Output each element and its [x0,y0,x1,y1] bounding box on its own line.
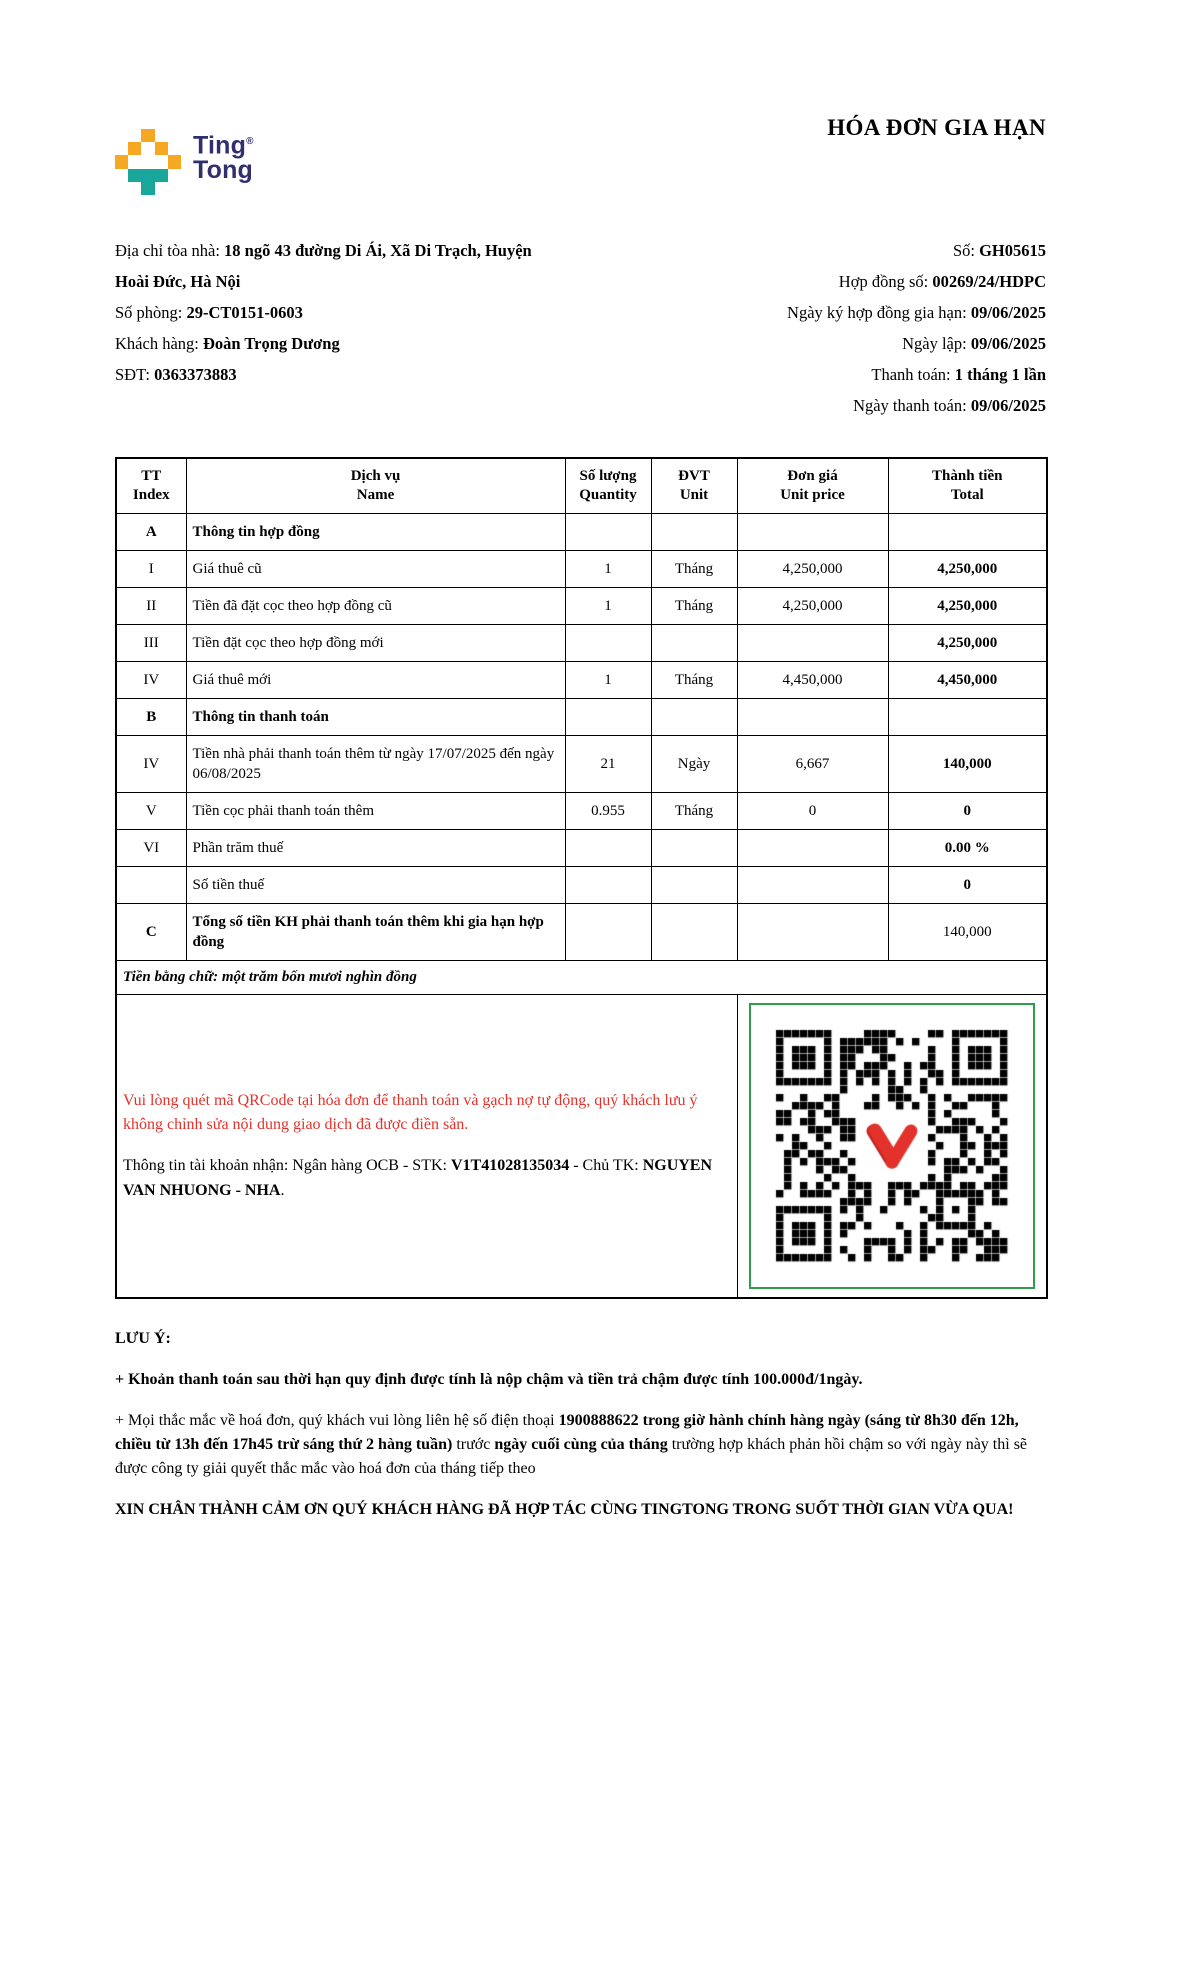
customer-info-block [115,235,560,421]
text-segment: trường hợp khách phản hồi chậm so với ngày này thì sẽ được công ty giải quyết thắc mắc vào hoá đơn của tháng tiếp theo [115,1436,1028,1477]
column-header-vi: Thành tiền [932,468,1003,484]
cell-index [116,867,186,904]
cell-price [737,699,888,736]
cell-price [737,830,888,867]
text-segment: . [280,1182,285,1199]
info-value: 09/06/2025 [970,334,1046,353]
cell-total [888,514,1047,551]
text-segment: V1T41028135034 [450,1157,570,1174]
table-row [116,588,1047,625]
cell-price: 4,450,000 [737,662,888,699]
cell-unit: Ngày [651,736,737,793]
cell-total: 0.00 % [888,830,1047,867]
invoice-page [115,0,1046,1522]
cell-name: Phần trăm thuế [186,830,565,867]
invoice-table [115,457,1048,1299]
table-row [116,867,1047,904]
cell-qty [565,625,651,662]
cell-total: 140,000 [888,904,1047,961]
info-label: Ngày lập: [902,334,971,353]
closing-thanks: XIN CHÂN THÀNH CẢM ƠN QUÝ KHÁCH HÀNG ĐÃ HỢP TÁC CÙNG TINGTONG TRONG SUỐT THỜI GIAN VỪA QUA! [115,1501,1014,1518]
cell-qty: 1 [565,588,651,625]
cell-name: Giá thuê mới [186,662,565,699]
cell-unit: Tháng [651,588,737,625]
info-value: 09/06/2025 [970,303,1046,322]
logo-pixel [141,129,154,142]
cell-price [737,867,888,904]
info-line [560,359,1046,390]
cell-name: Tổng số tiền KH phải thanh toán thêm khi gia hạn hợp đồng [186,904,565,961]
cell-qty: 1 [565,551,651,588]
logo-pixel [168,155,181,168]
table-row [116,830,1047,867]
column-header-en: Quantity [579,487,637,503]
cell-unit [651,625,737,662]
logo-pixel [115,155,128,168]
text-segment: Thông tin tài khoản nhận: Ngân hàng OCB - STK: [123,1157,451,1174]
cell-name: Tiền cọc phải thanh toán thêm [186,793,565,830]
notes-section [115,1327,1046,1522]
column-header [116,458,186,514]
info-line [115,328,560,359]
cell-unit [651,699,737,736]
payment-instructions [116,995,737,1299]
info-value: 00269/24/HDPC [932,272,1046,291]
cell-total: 4,250,000 [888,588,1047,625]
info-value: Đoàn Trọng Dương [202,334,340,353]
bank-account-text [123,1153,731,1203]
info-label: Hợp đồng số: [838,272,933,291]
cell-total [888,699,1047,736]
cell-qty: 21 [565,736,651,793]
text-segment: trước [452,1436,495,1453]
info-value: 09/06/2025 [970,396,1046,415]
table-row [116,793,1047,830]
info-line [560,235,1046,266]
cell-unit [651,514,737,551]
invoice-info [115,235,1046,421]
cell-qty [565,699,651,736]
text-segment: + Mọi thắc mắc về hoá đơn, quý khách vui lòng liên hệ số điện thoại [115,1412,559,1429]
info-line [560,297,1046,328]
tingtong-logo-text [193,129,254,183]
text-segment: NGUYEN VAN NHUONG - NHA [123,1157,713,1199]
text-segment: - Chủ TK: [569,1157,643,1174]
info-label: Địa chỉ tòa nhà: [115,241,225,260]
table-row [116,736,1047,793]
cell-name: Tiền đặt cọc theo hợp đồng mới [186,625,565,662]
column-header-vi: TT [141,468,162,484]
cell-qty: 0.955 [565,793,651,830]
info-value: GH05615 [979,241,1046,260]
notes-heading: LƯU Ý: [115,1330,171,1347]
cell-unit: Tháng [651,551,737,588]
cell-price: 6,667 [737,736,888,793]
column-header [651,458,737,514]
payment-row [116,995,1047,1299]
cell-name: Số tiền thuế [186,867,565,904]
column-header-en: Unit price [780,487,845,503]
logo-pixel [128,142,141,155]
cell-total: 0 [888,867,1047,904]
brand-line2: Tong [193,156,254,185]
cell-unit [651,904,737,961]
info-value: 0363373883 [154,365,237,384]
invoice-meta-block [560,235,1046,421]
tingtong-logo [115,103,254,209]
cell-index: B [116,699,186,736]
column-header-vi: ĐVT [678,468,710,484]
cell-total: 140,000 [888,736,1047,793]
cell-index: C [116,904,186,961]
column-header [565,458,651,514]
column-header-en: Total [950,487,984,503]
info-label: Số phòng: [115,303,187,322]
table-row [116,699,1047,736]
info-line [115,359,560,390]
qr-warning-text: Vui lòng quét mã QRCode tại hóa đơn để thanh toán và gạch nợ tự động, quý khách lưu ý không chỉnh sửa nội dung giao dịch đã được điền sẵn. [123,1092,698,1133]
cell-index: A [116,514,186,551]
cell-qty [565,514,651,551]
tingtong-logo-icon [115,129,181,209]
logo-pixel [141,169,154,182]
column-header-vi: Đơn giá [787,468,838,484]
amount-in-words-row [116,961,1047,995]
qr-cell [737,995,1047,1299]
cell-index: IV [116,736,186,793]
info-label: Khách hàng: [115,334,203,353]
cell-name: Giá thuê cũ [186,551,565,588]
info-label: Thanh toán: [871,365,955,384]
info-value: 18 ngõ 43 đường Di Ái, Xã Di Trạch, Huyện Hoài Đức, Hà Nội [115,241,532,291]
cell-price [737,625,888,662]
column-header [888,458,1047,514]
cell-name: Thông tin hợp đồng [186,514,565,551]
table-row [116,514,1047,551]
cell-unit: Tháng [651,793,737,830]
table-row [116,662,1047,699]
text-segment: 1900888622 trong giờ hành chính hàng ngày (sáng từ 8h30 đến 12h, chiều từ 13h đến 17h45 trừ sáng thứ 2 hàng tuần) [115,1412,1019,1453]
info-label: SĐT: [115,365,155,384]
logo-pixel [128,169,141,182]
late-payment-note: + Khoản thanh toán sau thời hạn quy định được tính là nộp chậm và tiền trả chậm được tính 100.000đ/1ngày. [115,1371,863,1388]
amount-in-words: Tiền bằng chữ: một trăm bốn mươi nghìn đồng [116,961,1047,995]
qr-code-frame [749,1003,1035,1289]
brand-line1: Ting [193,131,247,160]
cell-price: 4,250,000 [737,551,888,588]
column-header [186,458,565,514]
cell-qty [565,904,651,961]
info-line [560,328,1046,359]
cell-index: II [116,588,186,625]
registered-mark: ® [246,136,254,147]
cell-index: III [116,625,186,662]
text-segment: ngày cuối cùng của tháng [494,1436,668,1453]
cell-index: I [116,551,186,588]
table-row [116,551,1047,588]
cell-price [737,514,888,551]
logo-pixel [141,182,154,195]
logo-pixel [155,142,168,155]
page-title: HÓA ĐƠN GIA HẠN [827,115,1046,140]
column-header-vi: Số lượng [579,468,637,484]
cell-index: IV [116,662,186,699]
cell-qty: 1 [565,662,651,699]
cell-name: Thông tin thanh toán [186,699,565,736]
info-line [560,390,1046,421]
column-header-en: Unit [679,487,709,503]
table-row [116,625,1047,662]
cell-qty [565,867,651,904]
cell-total: 0 [888,793,1047,830]
cell-name: Tiền nhà phải thanh toán thêm từ ngày 17/07/2025 đến ngày 06/08/2025 [186,736,565,793]
table-row [116,904,1047,961]
cell-price: 0 [737,793,888,830]
cell-total: 4,450,000 [888,662,1047,699]
cell-index: VI [116,830,186,867]
column-header-en: Index [132,487,170,503]
cell-index: V [116,793,186,830]
info-line [560,266,1046,297]
table-header-row [116,458,1047,514]
cell-total: 4,250,000 [888,551,1047,588]
info-label: Số: [952,241,980,260]
info-label: Ngày thanh toán: [853,396,971,415]
column-header-vi: Dịch vụ [350,468,401,484]
info-value: 1 tháng 1 lần [954,365,1046,384]
cell-unit: Tháng [651,662,737,699]
header [115,103,1046,209]
info-line [115,235,560,297]
cell-price [737,904,888,961]
logo-pixel [155,169,168,182]
column-header-en: Name [356,487,395,503]
cell-unit [651,867,737,904]
cell-price: 4,250,000 [737,588,888,625]
qr-code [772,1026,1012,1266]
cell-unit [651,830,737,867]
cell-qty [565,830,651,867]
hotline-note [115,1409,1046,1481]
info-label: Ngày ký hợp đồng gia hạn: [787,303,971,322]
cell-name: Tiền đã đặt cọc theo hợp đồng cũ [186,588,565,625]
info-line [115,297,560,328]
info-value: 29-CT0151-0603 [186,303,303,322]
cell-total: 4,250,000 [888,625,1047,662]
column-header [737,458,888,514]
